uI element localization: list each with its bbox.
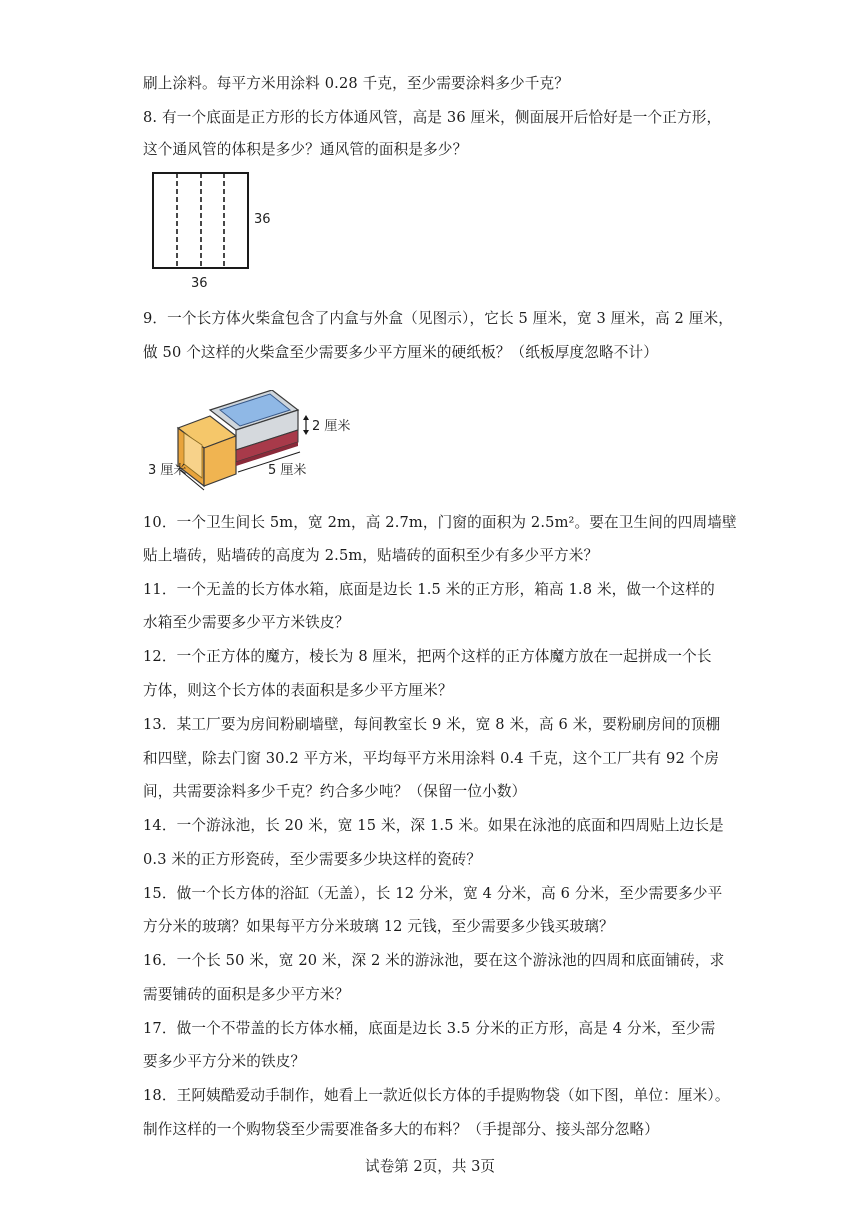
question-15-line-2: 方分米的玻璃？如果每平方分米玻璃 12 元钱，至少需要多少钱买玻璃？ bbox=[143, 918, 614, 935]
question-8-line-1: 8. 有一个底面是正方形的长方体通风管，高是 36 厘米，侧面展开后恰好是一个正方形， bbox=[143, 109, 722, 126]
question-10-line-1: 10．一个卫生间长 5m，宽 2m，高 2.7m，门窗的面积为 2.5m²。要在卫生间的四周墙壁 bbox=[143, 514, 737, 531]
question-11-line-2: 水箱至少需要多少平方米铁皮？ bbox=[143, 614, 350, 631]
question-13-line-1: 13．某工厂要为房间粉刷墙壁，每间教室长 9 米，宽 8 米，高 6 米，要粉刷房间的顶棚 bbox=[143, 716, 721, 733]
question-18-line-1: 18．王阿姨酷爱动手制作，她看上一款近似长方体的手提购物袋（如下图，单位：厘米）。 bbox=[143, 1087, 730, 1104]
question-14-line-1: 14．一个游泳池，长 20 米，宽 15 米，深 1.5 米。如果在泳池的底面和四周贴上边长是 bbox=[143, 817, 724, 834]
question-10-line-2: 贴上墙砖，贴墙砖的高度为 2.5m，贴墙砖的面积至少有多少平方米？ bbox=[143, 547, 599, 564]
question-13-line-3: 间，共需要涂料多少千克？约合多少吨？（保留一位小数） bbox=[143, 783, 527, 800]
question-13-line-2: 和四壁，除去门窗 30.2 平方米，平均每平方米用涂料 0.4 千克，这个工厂共有 92 个房 bbox=[143, 750, 720, 767]
question-16-line-2: 需要铺砖的面积是多少平方米？ bbox=[143, 986, 350, 1003]
fig9-height-label: 2 厘米 bbox=[312, 419, 351, 434]
question-12-line-1: 12．一个正方体的魔方，棱长为 8 厘米，把两个这样的正方体魔方放在一起拼成一个长 bbox=[143, 648, 712, 665]
question-15-line-1: 15．做一个长方体的浴缸（无盖），长 12 分米，宽 4 分米，高 6 分米，至少需要多少平 bbox=[143, 885, 723, 902]
question-17-line-1: 17．做一个不带盖的长方体水桶，底面是边长 3.5 分米的正方形，高是 4 分米，至少需 bbox=[143, 1020, 716, 1037]
fig8-bottom-label: 36 bbox=[191, 276, 208, 291]
question-12-line-2: 方体，则这个长方体的表面积是多少平方厘米？ bbox=[143, 682, 453, 699]
question-18-line-2: 制作这样的一个购物袋至少需要准备多大的布料？（手提部分、接头部分忽略） bbox=[143, 1121, 660, 1138]
question-16-line-1: 16．一个长 50 米，宽 20 米，深 2 米的游泳池，要在这个游泳池的四周和底面铺砖，求 bbox=[143, 952, 725, 969]
figure-9-matchbox bbox=[140, 390, 360, 500]
text-line: 刷上涂料。每平方米用涂料 0.28 千克，至少需要涂料多少千克？ bbox=[143, 75, 570, 92]
figure-8-unfolded-square bbox=[140, 160, 300, 295]
question-11-line-1: 11．一个无盖的长方体水箱，底面是边长 1.5 米的正方形，箱高 1.8 米，做一个这样的 bbox=[143, 581, 715, 598]
question-14-line-2: 0.3 米的正方形瓷砖，至少需要多少块这样的瓷砖？ bbox=[143, 851, 482, 868]
question-9-line-1: 9．一个长方体火柴盒包含了内盒与外盒（见图示），它长 5 厘米，宽 3 厘米，高 2 厘米， bbox=[143, 310, 733, 327]
question-17-line-2: 要多少平方分米的铁皮？ bbox=[143, 1053, 306, 1070]
fig9-width-label: 3 厘米 bbox=[148, 463, 187, 478]
fig8-side-label: 36 bbox=[254, 212, 271, 227]
page-footer: 试卷第 2页，共 3页 bbox=[364, 1158, 495, 1175]
fig9-length-label: 5 厘米 bbox=[268, 463, 307, 478]
question-9-line-2: 做 50 个这样的火柴盒至少需要多少平方厘米的硬纸板？（纸板厚度忽略不计） bbox=[143, 344, 658, 361]
question-8-line-2: 这个通风管的体积是多少？通风管的面积是多少？ bbox=[143, 141, 468, 158]
